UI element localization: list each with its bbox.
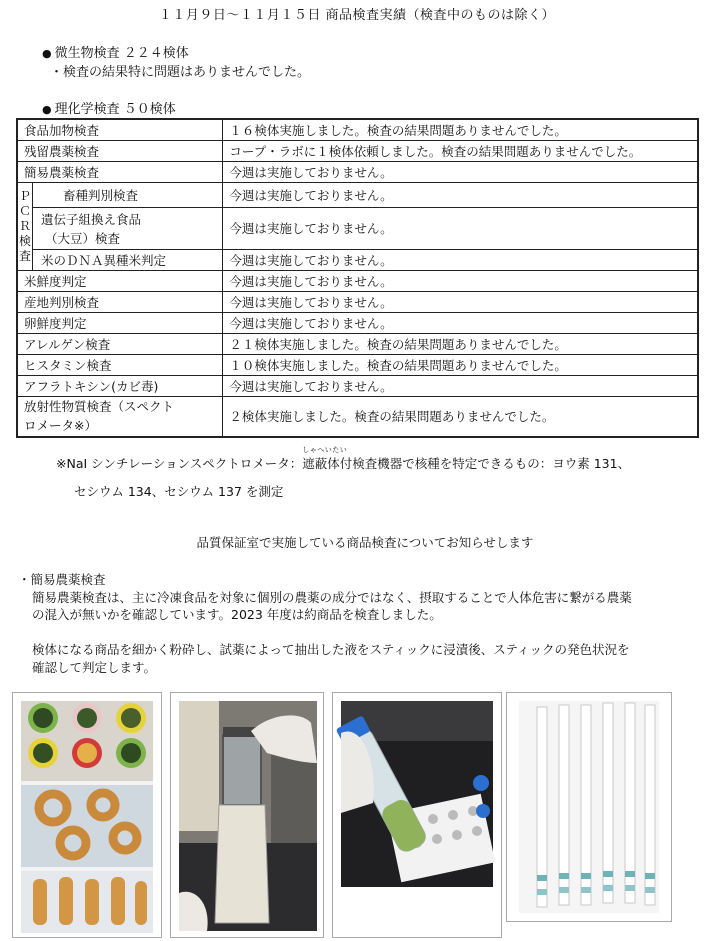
blender-image [171, 693, 323, 937]
page-title: １１月９日～１１月１５日 商品検査実績（検査中のものは除く） [158, 8, 556, 23]
test-name: 畜種判別検査 [33, 183, 223, 208]
test-name: アフラトキシン(カビ毒) [17, 376, 223, 397]
pcr-label-text: ＰＣＲ検査 [19, 189, 32, 263]
table-row [17, 183, 698, 208]
test-result: 今週は実施しておりません。 [223, 250, 698, 271]
table-row [17, 162, 698, 183]
test-tube-photo [332, 692, 502, 938]
notice-title: 品質保証室で実施している商品検査についてお知らせします [196, 535, 534, 550]
test-result: １６検体実施しました。検査の結果問題ありませんでした。 [223, 119, 698, 141]
food-samples-image [13, 693, 161, 937]
test-name-line: （大豆）検査 [45, 230, 121, 246]
test-name-line: 放射性物質検査（スペクト [24, 399, 175, 415]
test-name-line: ロメータ※） [24, 418, 97, 434]
ruby-base: 遮蔽 [302, 456, 328, 471]
test-result: 今週は実施しておりません。 [223, 162, 698, 183]
table-row [17, 376, 698, 397]
test-result: 今週は実施しておりません。 [223, 313, 698, 334]
test-result: コープ・ラボに１検体依頼しました。検査の結果問題ありませんでした。 [223, 141, 698, 162]
test-result: 今週は実施しておりません。 [223, 208, 698, 250]
test-name: 残留農薬検査 [17, 141, 223, 162]
test-result: 今週は実施しておりません。 [223, 376, 698, 397]
paragraph-line: 確認して判定します。 [32, 660, 157, 675]
test-name: ヒスタミン検査 [17, 355, 223, 376]
test-result: ２１検体実施しました。検査の結果問題ありませんでした。 [223, 334, 698, 355]
food-samples-photo [12, 692, 162, 938]
ruby-text: しゃへいたい [302, 446, 348, 454]
test-name: アレルゲン検査 [17, 334, 223, 355]
table-row [17, 119, 698, 141]
test-name-line: 遺伝子組換え食品 [41, 211, 142, 227]
bullet-icon: ● [42, 103, 52, 116]
test-tube-image [333, 693, 501, 937]
chem-heading [42, 98, 176, 117]
test-name [17, 397, 223, 437]
ruby [302, 446, 348, 472]
test-result: ２検体実施しました。検査の結果問題ありませんでした。 [223, 397, 698, 437]
chem-heading-text: 理化学検査 ５０検体 [54, 102, 176, 117]
paragraph-line: 簡易農薬検査は、主に冷凍食品を対象に個別の農薬の成分ではなく、摂取することで人体危害に繋がる農薬 [32, 590, 632, 605]
footnote-line2: セシウム 134、セシウム 137 を測定 [74, 484, 284, 499]
footnote-line1 [56, 446, 631, 472]
section-heading: ・簡易農薬検査 [18, 572, 106, 587]
table-row [17, 250, 698, 271]
paragraph-line: 検体になる商品を細かく粉砕し、試薬によって抽出した液をスティックに浸漬後、スティックの発色状況を [32, 642, 630, 657]
table-row [17, 397, 698, 437]
blender-photo [170, 692, 324, 938]
test-sticks-photo [506, 692, 672, 922]
test-result: 今週は実施しておりません。 [223, 271, 698, 292]
micro-heading-text: 微生物検査 ２２４検体 [54, 46, 189, 61]
test-sticks-image [507, 693, 671, 921]
pcr-group-label [17, 183, 33, 271]
test-name: 卵鮮度判定 [17, 313, 223, 334]
test-name: 産地判別検査 [17, 292, 223, 313]
test-result: 今週は実施しておりません。 [223, 292, 698, 313]
footnote-suffix: 体付検査機器で核種を特定できるもの：ヨウ素 131、 [327, 456, 631, 471]
test-name: 米のＤＮＡ異種米判定 [33, 250, 223, 271]
test-name [33, 208, 223, 250]
footnote-prefix: ※NaI シンチレーションスペクトロメータ： [56, 456, 303, 471]
table-row [17, 313, 698, 334]
bullet-icon: ● [42, 47, 52, 60]
micro-note: ・検査の結果特に問題はありませんでした。 [50, 65, 311, 80]
test-name: 簡易農薬検査 [17, 162, 223, 183]
paragraph-line: の混入が無いかを確認しています。2023 年度は約商品を検査しました。 [32, 607, 442, 622]
test-name: 米鮮度判定 [17, 271, 223, 292]
results-table [16, 118, 699, 438]
test-name: 食品加物検査 [17, 119, 223, 141]
table-row [17, 355, 698, 376]
test-result: １０検体実施しました。検査の結果問題ありませんでした。 [223, 355, 698, 376]
test-result: 今週は実施しておりません。 [223, 183, 698, 208]
micro-heading [42, 42, 189, 61]
table-row [17, 334, 698, 355]
table-row [17, 208, 698, 250]
table-row [17, 271, 698, 292]
table-row [17, 292, 698, 313]
table-row [17, 141, 698, 162]
